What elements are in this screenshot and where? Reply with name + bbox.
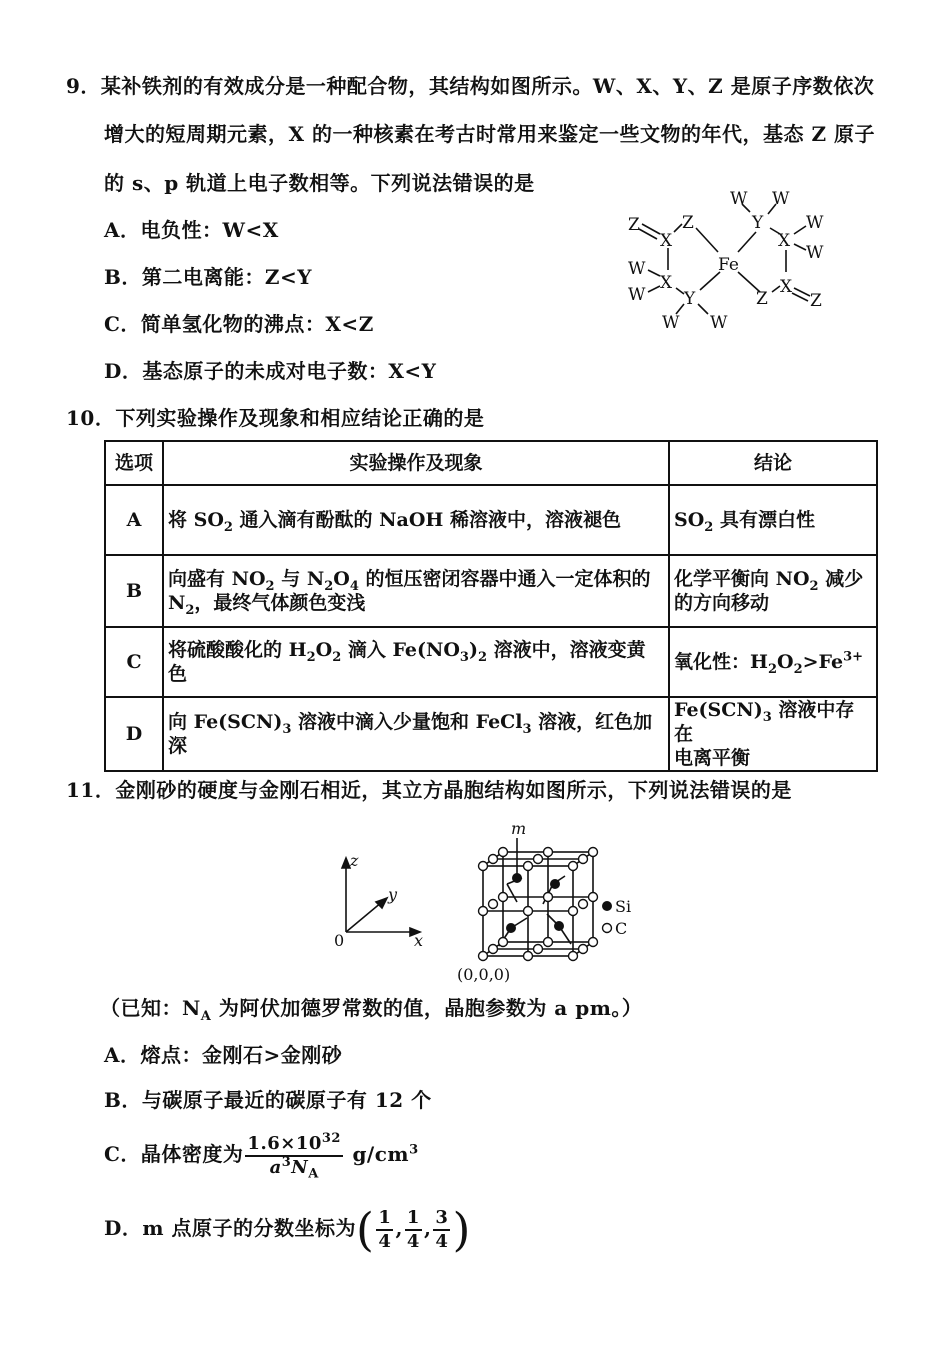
legend-c-dot [603,924,612,933]
atom-w-l2: W [628,285,646,305]
q9-option-a[interactable]: A．电负性：W<X [104,218,279,242]
atom-z-br-inner: Z [756,289,768,309]
q10-header-option: 选项 [105,441,163,485]
q11-note: （已知：$N_A$ 为阿伏加德罗常数的值，晶胞参数为 a pm。） [100,996,643,1024]
q10-table-header [105,441,877,485]
bond-x-w-l2 [648,286,660,292]
axis-x-label: x [414,931,424,950]
bond-fe-y-tr [738,232,756,252]
q10-row-b-con: 化学平衡向 $NO_2$ 减少 的方向移动 [669,555,877,627]
q11-option-c[interactable]: C．晶体密度为 $\frac{1.6\times 10^{32}}{a^3N_A}$ $g/cm^3$ [104,1130,419,1182]
cell-m-label: m [511,819,527,838]
q11-option-d-frac-2: $\frac{1}{4}$ [406,1206,420,1252]
q9-stem-line2: 增大的短周期元素，X 的一种核素在考古时常用来鉴定一些文物的年代，基态 Z 原子 [104,122,876,146]
atom-w-b2: W [710,313,728,333]
q11-axis-diagram [330,850,430,950]
axis-z-arrow [342,858,350,868]
q11-option-d[interactable]: D．m 点原子的分数坐标为( $\frac{1}{4}$ , $\frac{1}{4}$ , $\frac{3}{4}$ ) [104,1202,471,1257]
axis-y-line [346,902,382,932]
atom-z-tl-outer: Z [628,215,640,235]
q11-option-c-fraction: $\frac{1.6\times 10^{32}}{a^3N_A}$ [247,1130,341,1182]
axis-z-label: z [350,851,359,870]
atom-fe: Fe [718,255,739,275]
q10-row-a[interactable] [105,485,877,555]
q9-option-c[interactable]: C．简单氢化物的沸点：X<Z [104,312,374,336]
q10-line [66,405,484,431]
q11-option-d-frac-1: $\frac{1}{4}$ [378,1206,392,1252]
atom-w-b1: W [662,313,680,333]
atom-w-t2: W [772,189,790,209]
bond-x-y-bl [676,288,684,294]
q11-line [66,777,792,803]
atom-y-tr: Y [752,213,764,233]
bond-x-w-r2 [794,244,806,250]
q10-row-d[interactable] [105,697,877,771]
cell-origin-label: (0,0,0) [457,965,511,984]
q10-row-a-label: A [105,485,163,555]
bond-x-w-r1 [794,226,806,234]
atom-w-r1: W [806,213,824,233]
bond-z-fe-tl [696,228,718,252]
q9-structure-diagram [610,188,840,333]
q9-number: 9． [66,74,101,98]
q11-option-b[interactable]: B．与碳原子最近的碳原子有 12 个 [104,1088,432,1112]
q10-header-conclusion: 结论 [669,441,877,485]
atom-w-l1: W [628,259,646,279]
q11-number: 11． [66,778,116,802]
atom-z-br-outer: Z [810,291,822,311]
q11-option-d-frac-3: $\frac{3}{4}$ [435,1206,449,1252]
q10-row-d-label: D [105,697,163,771]
si-atom-m [512,873,522,883]
bond-x-w-l1 [648,270,660,276]
atom-x-bl: X [660,273,673,293]
q11-option-a[interactable]: A．熔点：金刚石>金刚砂 [104,1043,343,1067]
bond-y-w-b2 [698,304,708,314]
q10-row-c-con: 氧化性：$H_2O_2>Fe^{3+}$ [669,627,877,697]
q9-option-d[interactable]: D．基态原子的未成对电子数：X<Y [104,359,437,383]
atom-x-tl: X [660,231,673,251]
atom-w-r2: W [806,243,824,263]
q10-header-operation: 实验操作及现象 [163,441,669,485]
q10-row-a-op: 将 $SO_2$ 通入滴有酚酞的 NaOH 稀溶液中，溶液褪色 [163,485,669,555]
q10-row-b[interactable] [105,555,877,627]
bond-y-fe-bl [700,272,720,290]
legend-c-label: C [615,919,628,938]
q10-row-a-con: $SO_2$ 具有漂白性 [669,485,877,555]
q11-unit-cell-diagram [455,818,645,988]
legend-si-label: Si [615,897,632,916]
q10-row-b-label: B [105,555,163,627]
q9-stem-line1: 某补铁剂的有效成分是一种配合物，其结构如图所示。W、X、Y、Z 是原子序数依次 [100,74,875,98]
atom-y-bl: Y [684,289,696,309]
q10-row-d-con: $Fe(SCN)_3$ 溶液中存在 电离平衡 [669,697,877,771]
q10-stem: 下列实验操作及现象和相应结论正确的是 [115,406,485,430]
bond-z-x-br [772,286,780,292]
bond-x-z-tl [674,224,682,232]
q9-line1 [66,73,874,99]
q10-row-c[interactable] [105,627,877,697]
q10-row-c-label: C [105,627,163,697]
q11-stem: 金刚砂的硬度与金刚石相近，其立方晶胞结构如图所示，下列说法错误的是 [115,778,792,802]
axis-y-label: y [388,885,398,904]
q10-number: 10． [66,406,116,430]
atom-x-br: X [780,277,793,297]
q10-row-b-op: 向盛有 $NO_2$ 与 $N_2O_4$ 的恒压密闭容器中通入一定体积的 $N_2$，最终气体颜色变浅 [163,555,669,627]
q10-row-c-op: 将硫酸酸化的 $H_2O_2$ 滴入 $Fe(NO_3)_2$ 溶液中，溶液变黄色 [163,627,669,697]
atom-x-tr: X [778,231,791,251]
legend-si-dot [602,901,612,911]
atom-w-t1: W [730,189,748,209]
q9-stem-line3: 的 s、p 轨道上电子数相等。下列说法错误的是 [104,171,535,195]
q10-table [104,440,878,772]
q10-row-d-op: 向 $Fe(SCN)_3$ 溶液中滴入少量饱和 FeCl$_3$ 溶液，红色加深 [163,697,669,771]
axis-origin-label: 0 [334,931,345,950]
q9-option-b[interactable]: B．第二电离能：Z<Y [104,265,313,289]
atom-z-tl-inner: Z [682,213,694,233]
